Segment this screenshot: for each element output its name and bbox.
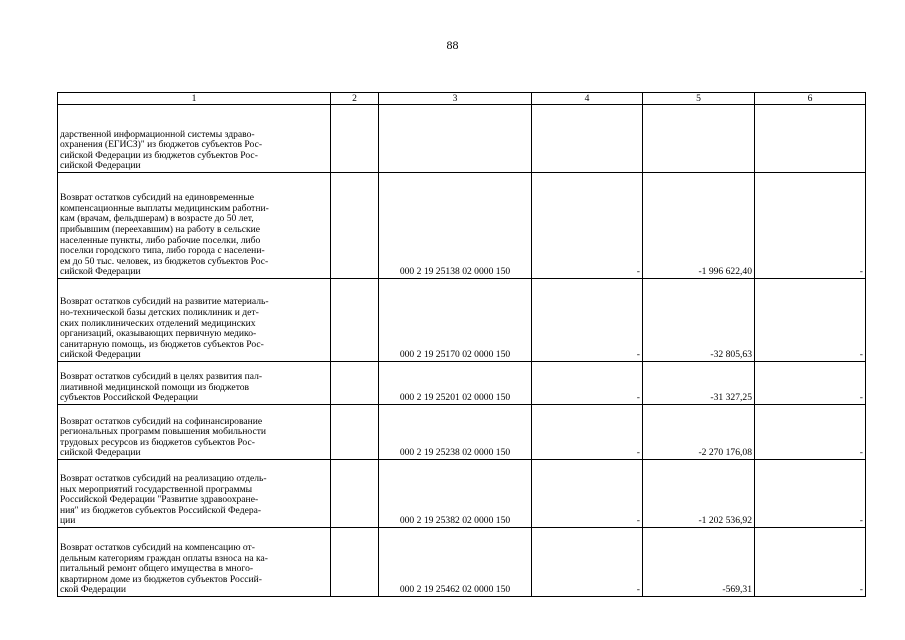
- row-budget-code: 000 2 19 25170 02 0000 150: [379, 279, 532, 362]
- row-budget-code: 000 2 19 25201 02 0000 150: [379, 362, 532, 405]
- row-description: [58, 362, 331, 405]
- row-col4: -: [532, 528, 643, 597]
- table-row: [58, 279, 866, 362]
- row-col2: [331, 279, 379, 362]
- column-header-1: 1: [58, 93, 331, 105]
- description-line: ных мероприятий государственной программы: [60, 483, 253, 495]
- row-col6: -: [755, 173, 866, 279]
- row-amount: -1 202 536,92: [643, 460, 755, 528]
- description-line: сийской Федерации из бюджетов субъектов Рос-: [60, 149, 258, 161]
- row-col4: -: [532, 173, 643, 279]
- column-header-6: 6: [755, 93, 866, 105]
- row-col4: -: [532, 279, 643, 362]
- row-amount: -32 805,63: [643, 279, 755, 362]
- row-budget-code: 000 2 19 25382 02 0000 150: [379, 460, 532, 528]
- row-amount: -1 996 622,40: [643, 173, 755, 279]
- row-description: [58, 528, 331, 597]
- row-col4: [532, 105, 643, 173]
- description-line: Российской Федерации "Развитие здравоохране-: [60, 494, 259, 506]
- budget-table: [57, 92, 866, 597]
- description-line: санитарную помощь, из бюджетов субъектов Рос-: [60, 338, 264, 350]
- column-header-3: 3: [379, 93, 532, 105]
- row-description: [58, 105, 331, 173]
- row-col2: [331, 528, 379, 597]
- description-line: Возврат остатков субсидий на единовременные: [60, 192, 254, 204]
- row-amount: [643, 105, 755, 173]
- description-line: Возврат остатков субсидий на софинансирование: [60, 415, 263, 427]
- row-description: [58, 405, 331, 460]
- row-description: [58, 173, 331, 279]
- description-line: но-технической базы детских поликлиник и дет-: [60, 307, 259, 319]
- row-col6: -: [755, 279, 866, 362]
- description-line: прибывшим (переехавшим) на работу в сельские: [60, 224, 261, 236]
- description-line: населенные пункты, либо рабочие поселки, либо: [60, 234, 261, 246]
- description-line: ем до 50 тыс. человек, из бюджетов субъектов Рос-: [60, 255, 269, 267]
- row-col6: -: [755, 405, 866, 460]
- description-line: трудовых ресурсов из бюджетов субъектов Рос-: [60, 436, 255, 448]
- row-amount: -31 327,25: [643, 362, 755, 405]
- row-amount: -2 270 176,08: [643, 405, 755, 460]
- description-line: ния" из бюджетов субъектов Российской Федера-: [60, 504, 262, 516]
- description-line: ских поликлинических отделений медицинских: [60, 317, 256, 329]
- column-header-4: 4: [532, 93, 643, 105]
- row-col4: -: [532, 405, 643, 460]
- description-line: сийской Федерации: [60, 349, 141, 361]
- row-col2: [331, 105, 379, 173]
- page-number: 88: [446, 38, 459, 52]
- table-row: [58, 173, 866, 279]
- table-row: [58, 405, 866, 460]
- description-line: питальный ремонт общего имущества в много-: [60, 563, 254, 575]
- row-budget-code: 000 2 19 25238 02 0000 150: [379, 405, 532, 460]
- row-description: [58, 279, 331, 362]
- row-col4: -: [532, 460, 643, 528]
- table-row: [58, 362, 866, 405]
- row-col6: -: [755, 528, 866, 597]
- description-line: организаций, оказывающих первичную медико-: [60, 328, 257, 340]
- row-col6: [755, 105, 866, 173]
- row-col4: -: [532, 362, 643, 405]
- description-line: Возврат остатков субсидий в целях развития пал-: [60, 371, 263, 383]
- description-line: ции: [60, 515, 76, 527]
- description-line: Возврат остатков субсидий на компенсацию от-: [60, 542, 255, 554]
- description-line: ской Федерации: [60, 584, 127, 596]
- description-line: Возврат остатков субсидий на развитие материаль-: [60, 296, 269, 308]
- description-line: региональных программ повышения мобильности: [60, 426, 267, 438]
- row-description: [58, 460, 331, 528]
- description-line: лиативной медицинской помощи из бюджетов: [60, 381, 250, 393]
- description-line: компенсационные выплаты медицинским работни-: [60, 202, 269, 214]
- description-line: сийской Федерации: [60, 447, 141, 459]
- column-header-5: 5: [643, 93, 755, 105]
- row-amount: -569,31: [643, 528, 755, 597]
- column-header-2: 2: [331, 93, 379, 105]
- description-line: сийской Федерации: [60, 160, 141, 172]
- description-line: квартирном доме из бюджетов субъектов Россий-: [60, 573, 262, 585]
- row-col6: -: [755, 460, 866, 528]
- table-row: [58, 528, 866, 597]
- row-col2: [331, 173, 379, 279]
- row-col2: [331, 405, 379, 460]
- table-row: [58, 105, 866, 173]
- row-col2: [331, 460, 379, 528]
- header-row: [58, 93, 866, 105]
- row-budget-code: [379, 105, 532, 173]
- row-budget-code: 000 2 19 25138 02 0000 150: [379, 173, 532, 279]
- description-line: Возврат остатков субсидий на реализацию отдель-: [60, 473, 267, 485]
- row-col6: -: [755, 362, 866, 405]
- description-line: охранения (ЕГИСЗ)" из бюджетов субъектов Рос-: [60, 139, 263, 151]
- description-line: дарственной информационной системы здраво-: [60, 128, 255, 140]
- description-line: субъектов Российской Федерации: [60, 392, 198, 404]
- table-row: [58, 460, 866, 528]
- description-line: дельным категориям граждан оплаты взноса на ка-: [60, 552, 268, 564]
- row-col2: [331, 362, 379, 405]
- row-budget-code: 000 2 19 25462 02 0000 150: [379, 528, 532, 597]
- description-line: сийской Федерации: [60, 266, 141, 278]
- description-line: кам (врачам, фельдшерам) в возрасте до 50 лет,: [60, 213, 254, 225]
- description-line: поселки городского типа, либо города с населени-: [60, 245, 265, 257]
